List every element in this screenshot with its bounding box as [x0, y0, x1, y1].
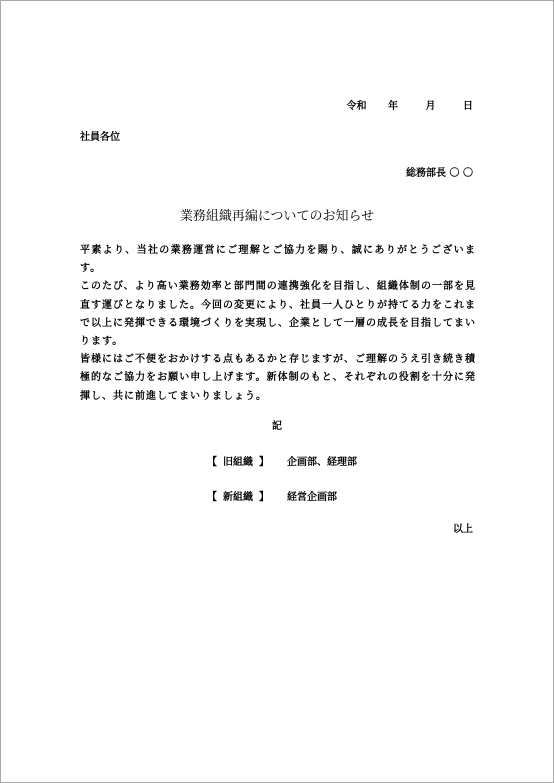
date-year: 年	[388, 101, 399, 112]
item-label: 旧組織	[223, 457, 253, 468]
item-label: 新組織	[223, 492, 253, 503]
notice-item-old	[207, 453, 357, 468]
date-line	[347, 97, 473, 112]
ki-heading: 記	[272, 421, 282, 432]
bracket-open: 【	[207, 457, 217, 468]
body-text	[80, 242, 476, 406]
date-era: 令和	[346, 101, 367, 112]
item-value: 経営企画部	[287, 492, 337, 503]
notice-item-new	[207, 488, 337, 503]
recipient: 社員各位	[80, 132, 120, 143]
date-month: 月	[425, 101, 436, 112]
bracket-close: 】	[259, 492, 269, 503]
bracket-open: 【	[207, 492, 217, 503]
bracket-close: 】	[259, 457, 269, 468]
body-paragraph: 平素より、当社の業務運営にご理解とご協力を賜り、誠にありがとうございます。	[80, 245, 476, 275]
closing-ijo: 以上	[453, 524, 473, 535]
body-paragraph: 皆様にはご不便をおかけする点もあるかと存じますが、ご理解のうえ引き続き積極的なご協力をお願い申し上げます。新体制のもと、それぞれの役割を十分に発揮し、共に前進してまいりましょう。	[80, 354, 476, 402]
item-value: 企画部、経理部	[287, 457, 357, 468]
sender: 総務部長 〇 〇	[406, 168, 473, 179]
date-day: 日	[463, 101, 473, 112]
body-paragraph: このたび、より高い業務効率と部門間の連携強化を目指し、組織体制の一部を見直す運びとなりました。今回の変更により、社員一人ひとりが持てる力をこれまで以上に発揮できる環境づくりを実現し、企業として一層の成長を目指してまいります。	[80, 281, 476, 348]
document-title: 業務組織再編についてのお知らせ	[179, 209, 375, 224]
